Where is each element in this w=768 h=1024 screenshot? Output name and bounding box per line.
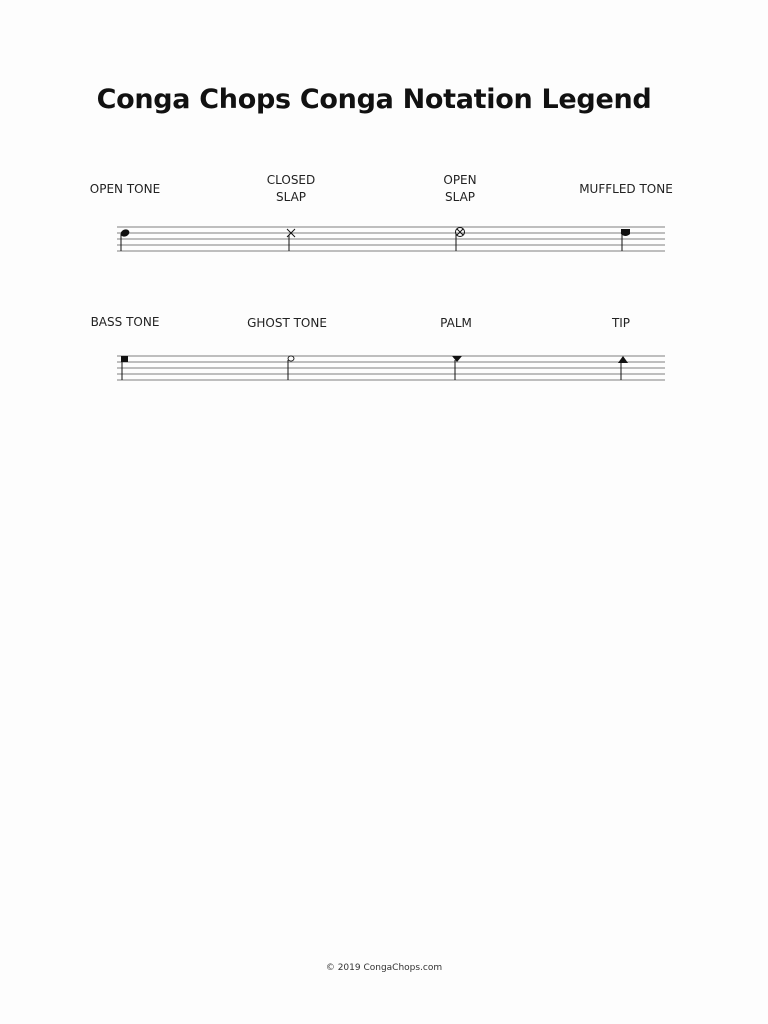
label-closed-slap: CLOSED SLAP — [266, 173, 316, 204]
staff-lines — [117, 356, 665, 380]
label-muffled-tone: MUFFLED TONE — [579, 182, 673, 196]
label-open-tone: OPEN TONE — [89, 182, 161, 196]
label-bass-tone: BASS TONE — [90, 315, 160, 329]
staff-row-2 — [0, 0, 768, 420]
label-ghost-tone: GHOST TONE — [247, 316, 327, 330]
label-palm: PALM — [440, 316, 472, 330]
page-title: Conga Chops Conga Notation Legend — [96, 84, 652, 115]
label-tip: TIP — [611, 316, 631, 330]
label-open-slap: OPEN SLAP — [443, 173, 477, 204]
footer-copyright: © 2019 CongaChops.com — [325, 963, 443, 973]
